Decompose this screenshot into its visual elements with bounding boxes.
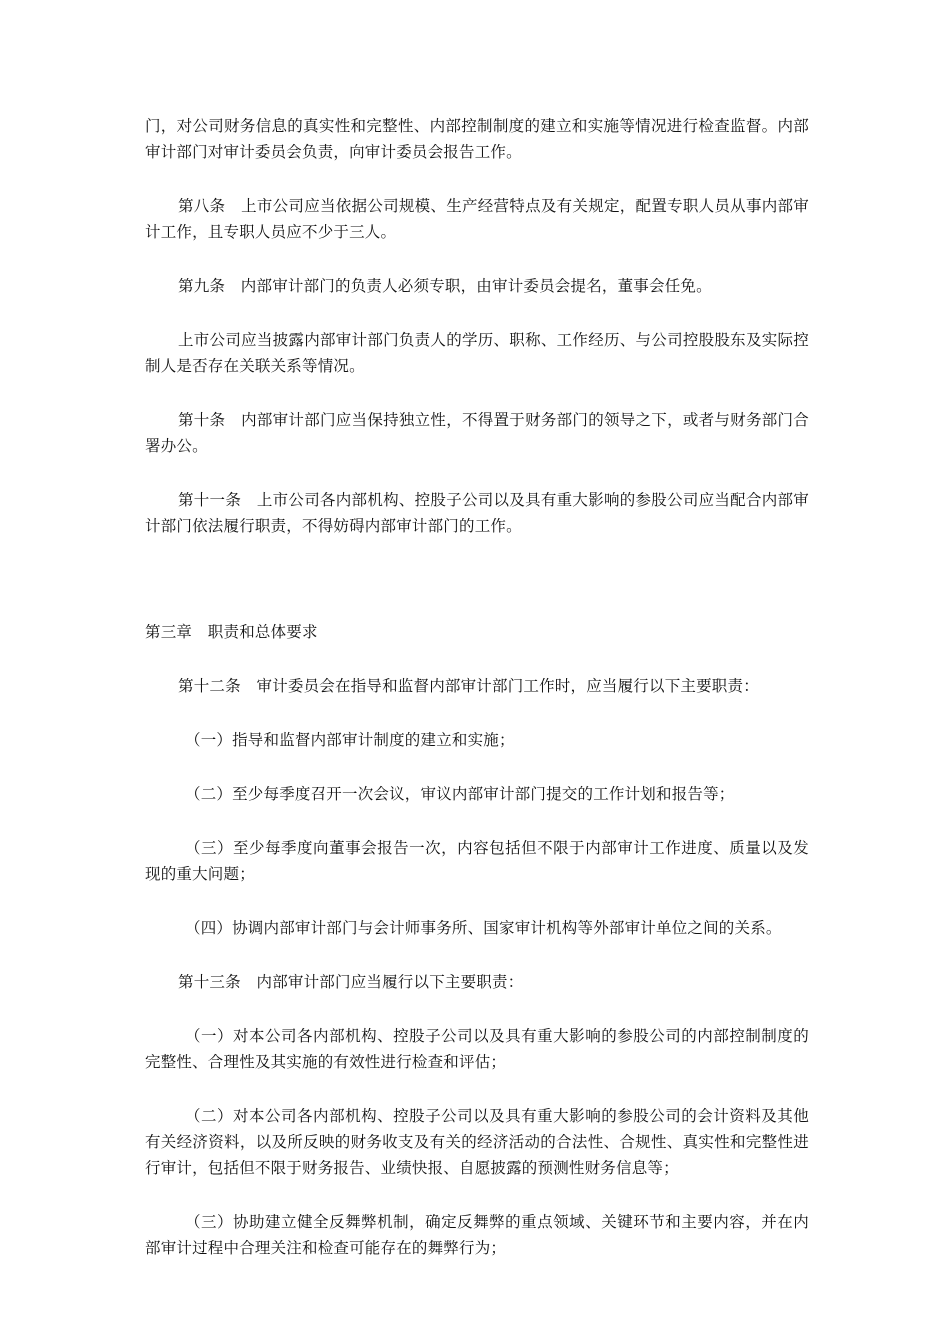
- article-12: 第十二条 审计委员会在指导和监督内部审计部门工作时，应当履行以下主要职责：: [178, 677, 759, 695]
- article-12-item-2: （二）至少每季度召开一次会议，审议内部审计部门提交的工作计划和报告等；: [185, 785, 735, 803]
- article-12-item-1: （一）指导和监督内部审计制度的建立和实施；: [185, 731, 515, 749]
- article-12-item-4: （四）协调内部审计部门与会计师事务所、国家审计机构等外部审计单位之间的关系。: [185, 919, 782, 937]
- article-12-item-3: （三）至少每季度向董事会报告一次，内容包括但不限于内部审计工作进度、质量以及发现的重大问题；: [145, 839, 809, 883]
- article-9-disclosure: 上市公司应当披露内部审计部门负责人的学历、职称、工作经历、与公司控股股东及实际控制人是否存在关联关系等情况。: [145, 331, 809, 375]
- article-11: 第十一条 上市公司各内部机构、控股子公司以及具有重大影响的参股公司应当配合内部审计部门依法履行职责，不得妨碍内部审计部门的工作。: [145, 491, 809, 535]
- document-page: [145, 113, 809, 1289]
- article-13-item-1: （一）对本公司各内部机构、控股子公司以及具有重大影响的参股公司的内部控制制度的完整性、合理性及其实施的有效性进行检查和评估；: [145, 1027, 809, 1071]
- article-8: 第八条 上市公司应当依据公司规模、生产经营特点及有关规定，配置专职人员从事内部审计工作，且专职人员应不少于三人。: [145, 197, 809, 241]
- chapter-title: 第三章 职责和总体要求: [145, 623, 318, 641]
- article-13-item-3: （三）协助建立健全反舞弊机制，确定反舞弊的重点领域、关键环节和主要内容，并在内部审计过程中合理关注和检查可能存在的舞弊行为；: [145, 1213, 809, 1257]
- paragraph-continuation: 门，对公司财务信息的真实性和完整性、内部控制制度的建立和实施等情况进行检查监督。内部审计部门对审计委员会负责，向审计委员会报告工作。: [145, 117, 809, 161]
- article-13: 第十三条 内部审计部门应当履行以下主要职责：: [178, 973, 524, 991]
- article-9: 第九条 内部审计部门的负责人必须专职，由审计委员会提名，董事会任免。: [178, 277, 712, 295]
- article-10: 第十条 内部审计部门应当保持独立性，不得置于财务部门的领导之下，或者与财务部门合署办公。: [145, 411, 809, 455]
- article-13-item-2: （二）对本公司各内部机构、控股子公司以及具有重大影响的参股公司的会计资料及其他有关经济资料，以及所反映的财务收支及有关的经济活动的合法性、合规性、真实性和完整性进行审计，包括但不限于财务报告、业绩快报、自愿披露的预测性财务信息等；: [145, 1107, 809, 1177]
